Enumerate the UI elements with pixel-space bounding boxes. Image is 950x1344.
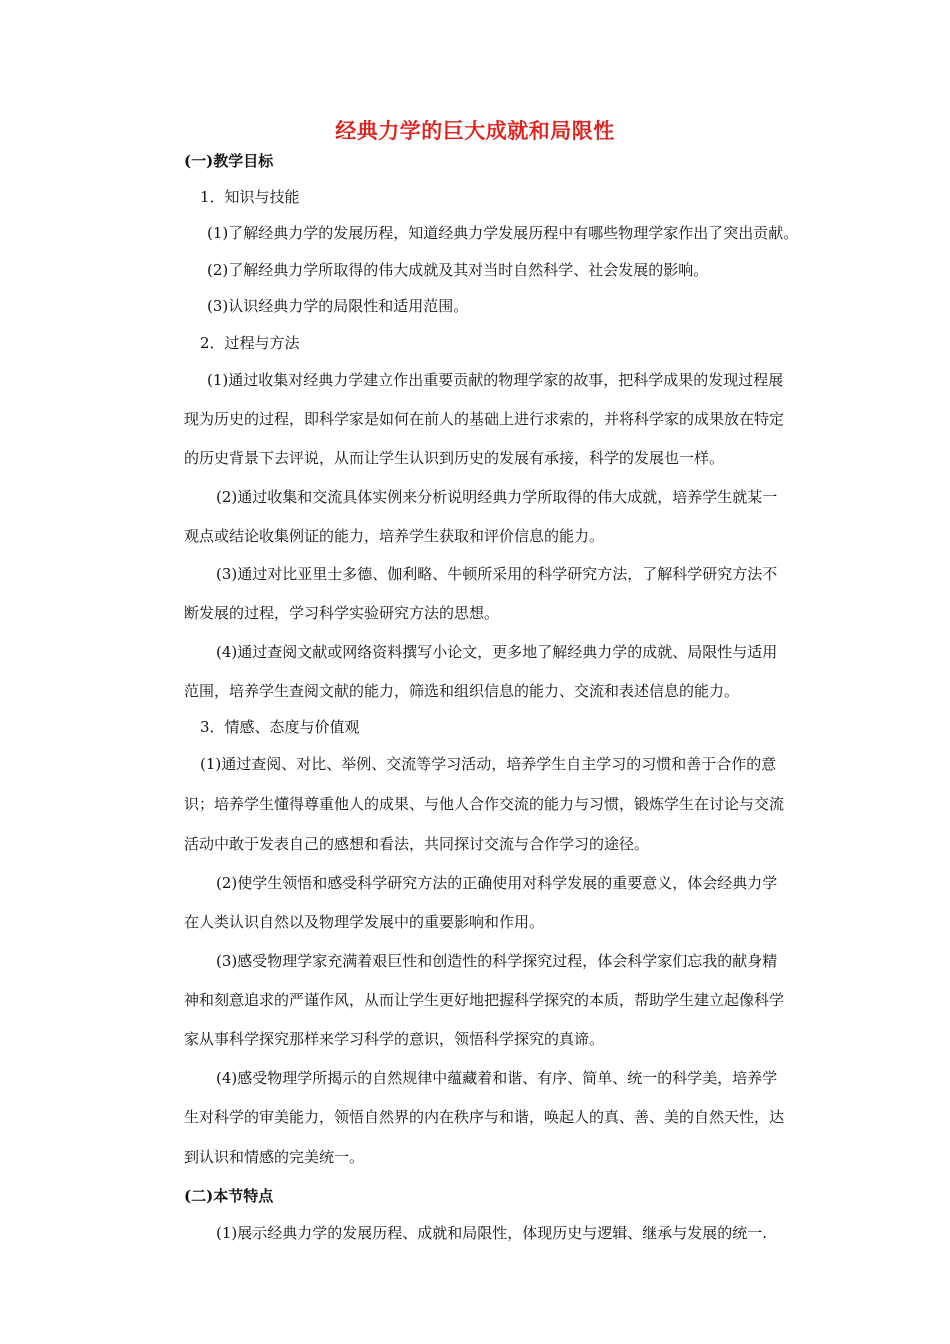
paragraph-line: (4)通过查阅文献或网络资料撰写小论文，更多地了解经典力学的成就、局限性与适用 (216, 643, 778, 661)
paragraph-line: 生对科学的审美能力，领悟自然界的内在秩序与和谐，唤起人的真、善、美的自然天性，达 (184, 1108, 785, 1126)
paragraph-line: (4)感受物理学所揭示的自然规律中蕴藏着和谐、有序、简单、统一的科学美，培养学 (216, 1069, 778, 1087)
paragraph-line: (1)通过收集对经典力学建立作出重要贡献的物理学家的故事，把科学成果的发现过程展 (207, 371, 784, 389)
page-title: 经典力学的巨大成就和局限性 (335, 118, 615, 143)
section-heading-1: (一)教学目标 (184, 152, 274, 170)
paragraph-line: 神和刻意追求的严谨作风，从而让学生更好地把握科学探究的本质，帮助学生建立起像科学 (184, 991, 785, 1009)
paragraph-line: 活动中敢于发表自己的感想和看法，共同探讨交流与合作学习的途径。 (184, 835, 650, 853)
paragraph-line: 在人类认识自然以及物理学发展中的重要影响和作用。 (184, 913, 545, 931)
group-heading-knowledge: 1．知识与技能 (200, 188, 300, 206)
section-heading-2: (二)本节特点 (184, 1187, 274, 1205)
paragraph-line: 识；培养学生懂得尊重他人的成果、与他人合作交流的能力与习惯，锻炼学生在讨论与交流 (184, 795, 785, 813)
group-heading-values: 3．情感、态度与价值观 (200, 718, 360, 736)
group-heading-process: 2．过程与方法 (200, 334, 300, 352)
paragraph-line: (1)了解经典力学的发展历程，知道经典力学发展历程中有哪些物理学家作出了突出贡献。 (207, 224, 799, 242)
paragraph-line: 断发展的过程，学习科学实验研究方法的思想。 (184, 604, 500, 622)
paragraph-line: (3)感受物理学家充满着艰巨性和创造性的科学探究过程，体会科学家们忘我的献身精 (216, 952, 778, 970)
paragraph-line: 家从事科学探究那样来学习科学的意识，领悟科学探究的真谛。 (184, 1030, 605, 1048)
paragraph-line: (2)通过收集和交流具体实例来分析说明经典力学所取得的伟大成就，培养学生就某一 (216, 488, 778, 506)
paragraph-line: (1)通过查阅、对比、举例、交流等学习活动，培养学生自主学习的习惯和善于合作的意 (200, 755, 777, 773)
paragraph-line: 的历史背景下去评说，从而让学生认识到历史的发展有承接，科学的发展也一样。 (184, 449, 725, 467)
paragraph-line: 现为历史的过程，即科学家是如何在前人的基础上进行求索的，并将科学家的成果放在特定 (184, 410, 785, 428)
paragraph-line: (2)使学生领悟和感受科学研究方法的正确使用对科学发展的重要意义，体会经典力学 (216, 874, 778, 892)
paragraph-line: (3)认识经典力学的局限性和适用范围。 (207, 297, 469, 315)
paragraph-line: (3)通过对比亚里士多德、伽利略、牛顿所采用的科学研究方法，了解科学研究方法不 (216, 565, 778, 583)
paragraph-line: 范围，培养学生查阅文献的能力，筛选和组织信息的能力、交流和表述信息的能力。 (184, 682, 740, 700)
paragraph-line: 到认识和情感的完美统一。 (184, 1148, 365, 1166)
paragraph-line: (1)展示经典力学的发展历程、成就和局限性，体现历史与逻辑、继承与发展的统一. (216, 1224, 768, 1242)
paragraph-line: (2)了解经典力学所取得的伟大成就及其对当时自然科学、社会发展的影响。 (207, 261, 709, 279)
paragraph-line: 观点或结论收集例证的能力，培养学生获取和评价信息的能力。 (184, 527, 605, 545)
